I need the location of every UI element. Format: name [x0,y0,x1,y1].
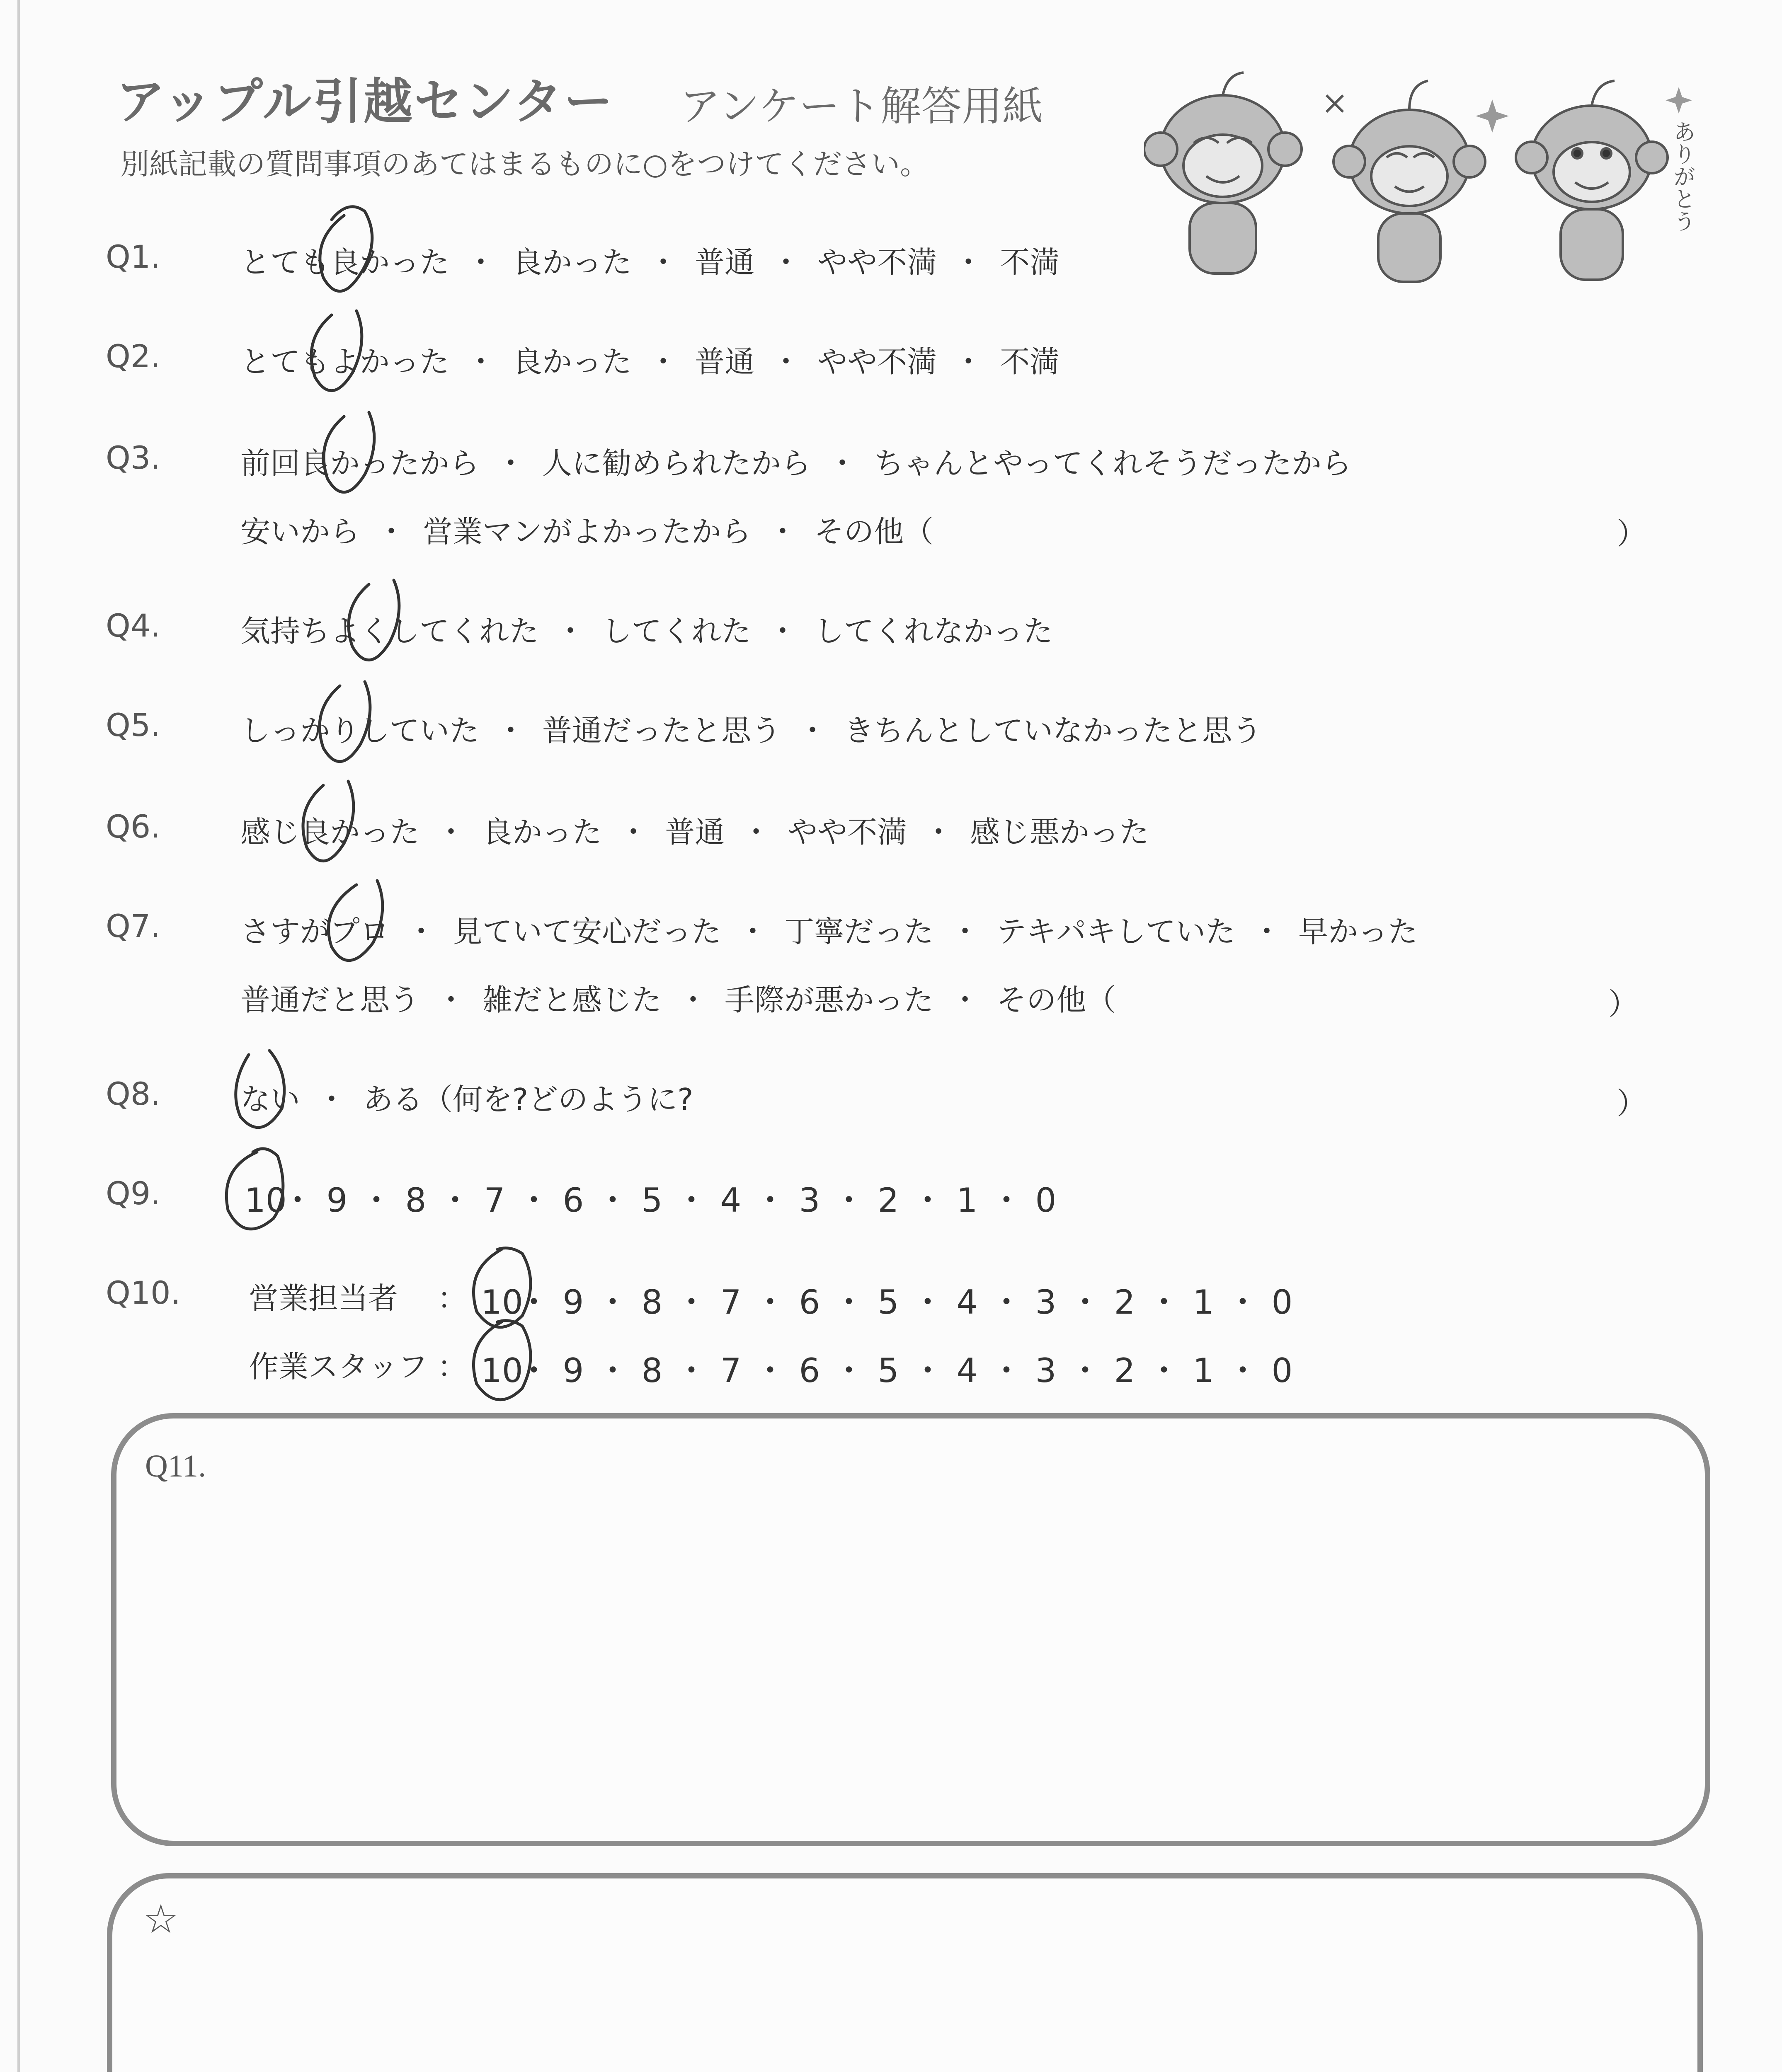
q3-paren-close: ） [1617,516,1647,551]
q6-label: Q6. [106,808,161,845]
separator: ・ [675,1283,708,1322]
scale-value-4[interactable]: 4 [956,1283,978,1322]
q10-sales-colon: ： [437,1281,468,1316]
option[interactable]: ちゃんとやってくれそうだったから [874,446,1352,481]
option[interactable]: 手際が悪かった [725,983,934,1017]
separator: ・ [741,815,771,850]
separator: ・ [466,344,496,379]
q7-options-row1 [240,908,1418,951]
option[interactable]: 不満 [1000,344,1060,379]
option[interactable]: 良かった [482,815,602,850]
separator: ・ [738,914,768,949]
scale-value-5[interactable]: 5 [878,1283,899,1322]
separator: ・ [360,1181,393,1220]
option[interactable]: とてもよかった [240,344,450,379]
option[interactable]: その他（ [996,983,1116,1017]
q7-options-row2 [240,976,1116,1019]
option[interactable]: 普通 [665,815,725,850]
option[interactable]: さすがプロ [240,914,390,949]
option[interactable]: 前回良かったから [240,446,480,481]
separator: ・ [950,914,980,949]
q4-label: Q4. [106,607,161,644]
separator: ・ [1226,1351,1259,1390]
q3-label: Q3. [106,439,161,476]
instruction-text: 別紙記載の質問事項のあてはまるものに○をつけてください。 [120,147,929,181]
scale-value-0[interactable]: 0 [1271,1351,1293,1390]
scale-value-6[interactable]: 6 [799,1283,820,1322]
separator: ・ [517,1351,550,1390]
separator: ・ [406,914,436,949]
separator: ・ [317,1082,347,1117]
scale-value-7[interactable]: 7 [484,1181,505,1220]
q10-staff-scale [481,1344,1296,1392]
q11-comment-box[interactable] [111,1413,1710,1846]
q10-label: Q10. [106,1274,181,1311]
scale-value-5[interactable]: 5 [641,1181,663,1220]
separator: ・ [832,1181,866,1220]
option[interactable]: 不満 [1000,245,1060,280]
separator: ・ [281,1181,314,1220]
q5-label: Q5. [106,707,161,743]
separator: ・ [990,1181,1023,1220]
separator: ・ [924,815,954,850]
scan-edge [17,0,20,2072]
scale-value-6[interactable]: 6 [562,1181,584,1220]
separator: ・ [436,815,466,850]
option[interactable]: きちんとしていなかったと思う [844,713,1262,748]
option[interactable]: 気持ちよくしてくれた [240,614,539,649]
separator: ・ [1147,1351,1181,1390]
separator: ・ [1252,914,1282,949]
mascot-illustration [1144,70,1700,303]
separator: ・ [596,1181,629,1220]
scale-value-5[interactable]: 5 [878,1351,899,1390]
scale-value-8[interactable]: 8 [405,1181,427,1220]
separator: ・ [911,1351,944,1390]
option[interactable]: ある（何を?どのように? [363,1082,693,1117]
scale-value-0[interactable]: 0 [1035,1181,1057,1220]
option[interactable]: やや不満 [788,815,907,850]
option[interactable]: 営業マンがよかったから [423,514,752,549]
option[interactable]: 感じ悪かった [970,815,1149,850]
star-icon: ☆ [143,1897,179,1941]
scale-value-9[interactable]: 9 [562,1351,584,1390]
q2-label: Q2. [106,338,161,375]
mascot-caption: ありがとう [1670,120,1696,232]
separator: ・ [950,983,980,1017]
separator: ・ [517,1181,550,1220]
option[interactable]: とても良かった [240,245,450,280]
scale-value-10[interactable]: 10 [481,1283,523,1322]
scale-value-3[interactable]: 3 [1035,1351,1057,1390]
separator: ・ [376,514,407,549]
scale-value-1[interactable]: 1 [956,1181,978,1220]
scale-value-4[interactable]: 4 [956,1351,978,1390]
separator: ・ [911,1181,944,1220]
scale-value-0[interactable]: 0 [1271,1283,1293,1322]
free-comment-box[interactable] [107,1873,1703,2072]
option[interactable]: 普通だと思う [240,983,420,1017]
separator: ・ [953,344,984,379]
separator: ・ [648,245,679,280]
option[interactable]: 普通 [695,245,755,280]
scale-value-10[interactable]: 10 [481,1351,523,1390]
q9-scale [245,1174,1060,1221]
option[interactable]: 雑だと感じた [482,983,662,1017]
separator: ・ [596,1283,629,1322]
separator: ・ [648,344,679,379]
separator: ・ [436,983,466,1017]
scale-value-9[interactable]: 9 [326,1181,348,1220]
option[interactable]: 安いから [240,514,360,549]
separator: ・ [832,1283,866,1322]
separator: ・ [1226,1283,1259,1322]
q4-options [240,607,1053,650]
separator: ・ [1147,1283,1181,1322]
option[interactable]: してくれなかった [814,614,1053,649]
scale-value-2[interactable]: 2 [878,1181,899,1220]
q10-staff-colon: ： [437,1349,468,1384]
scale-value-9[interactable]: 9 [562,1283,584,1322]
separator: ・ [678,983,708,1017]
form-title: アンケート解答用紙 [680,83,1043,130]
separator: ・ [832,1351,866,1390]
separator: ・ [990,1351,1023,1390]
option[interactable]: 早かった [1298,914,1418,949]
scale-value-8[interactable]: 8 [641,1283,663,1322]
separator: ・ [771,245,801,280]
scale-value-3[interactable]: 3 [799,1181,820,1220]
separator: ・ [768,614,798,649]
option[interactable]: その他（ [814,514,934,549]
scale-value-1[interactable]: 1 [1193,1283,1214,1322]
separator: ・ [990,1283,1023,1322]
separator: ・ [466,245,496,280]
option[interactable]: テキパキしていた [996,914,1236,949]
option[interactable]: 人に勧められたから [542,446,811,481]
separator: ・ [754,1181,787,1220]
option[interactable]: してくれた [602,614,752,649]
scale-value-7[interactable]: 7 [720,1283,742,1322]
q9-label: Q9. [106,1175,161,1212]
scale-value-7[interactable]: 7 [720,1351,742,1390]
scale-value-10[interactable]: 10 [245,1181,287,1220]
scale-value-3[interactable]: 3 [1035,1283,1057,1322]
scale-value-2[interactable]: 2 [1114,1283,1135,1322]
option[interactable]: やや不満 [817,344,937,379]
q5-options [240,707,1262,750]
scale-value-2[interactable]: 2 [1114,1351,1135,1390]
q10-sales-scale [481,1276,1296,1323]
q1-label: Q1. [106,238,161,275]
option[interactable]: 普通だったと思う [542,713,781,748]
separator: ・ [596,1351,629,1390]
q8-label: Q8. [106,1075,161,1112]
separator: ・ [496,713,526,748]
separator: ・ [517,1283,550,1322]
separator: ・ [675,1351,708,1390]
mascot-monkey-right [1516,81,1668,280]
q6-options [240,808,1149,851]
q2-options [240,338,1060,381]
separator: ・ [911,1283,944,1322]
option[interactable]: やや不満 [817,245,937,280]
scale-value-8[interactable]: 8 [641,1351,663,1390]
option[interactable]: ない [240,1082,301,1117]
option[interactable]: 良かった [512,344,632,379]
separator: ・ [798,713,828,748]
separator: ・ [953,245,984,280]
q8-paren-close: ） [1617,1086,1647,1121]
option[interactable]: 普通 [695,344,755,379]
option[interactable]: 良かった [512,245,632,280]
scale-value-4[interactable]: 4 [720,1181,742,1220]
separator: ・ [1069,1283,1102,1322]
separator: ・ [771,344,801,379]
separator: ・ [675,1181,708,1220]
q11-label: Q11. [145,1449,206,1484]
mascot-monkey-left [1144,73,1302,274]
mascot-monkey-middle [1326,81,1485,282]
separator: ・ [1069,1351,1102,1390]
separator: ・ [496,446,526,481]
option[interactable]: しっかりしていた [240,713,480,748]
separator: ・ [754,1283,787,1322]
separator: ・ [555,614,586,649]
separator: ・ [768,514,798,549]
q7-label: Q7. [106,908,161,944]
option[interactable]: 感じ良かった [240,815,420,850]
q1-options [240,238,1060,281]
q3-options-row1 [240,439,1351,482]
q7-paren-close: ） [1608,987,1639,1021]
separator: ・ [754,1351,787,1390]
option[interactable]: 丁寧だった [784,914,934,949]
scale-value-1[interactable]: 1 [1193,1351,1214,1390]
company-name: アップル引越センター [116,73,615,130]
option[interactable]: 見ていて安心だった [453,914,722,949]
scale-value-6[interactable]: 6 [799,1351,820,1390]
q10-sales-label: 営業担当者 [249,1281,398,1316]
separator: ・ [827,446,858,481]
separator: ・ [439,1181,472,1220]
q8-options [240,1075,693,1118]
q10-staff-label: 作業スタッフ [249,1349,428,1384]
q3-options-row2 [240,508,933,551]
separator: ・ [618,815,649,850]
